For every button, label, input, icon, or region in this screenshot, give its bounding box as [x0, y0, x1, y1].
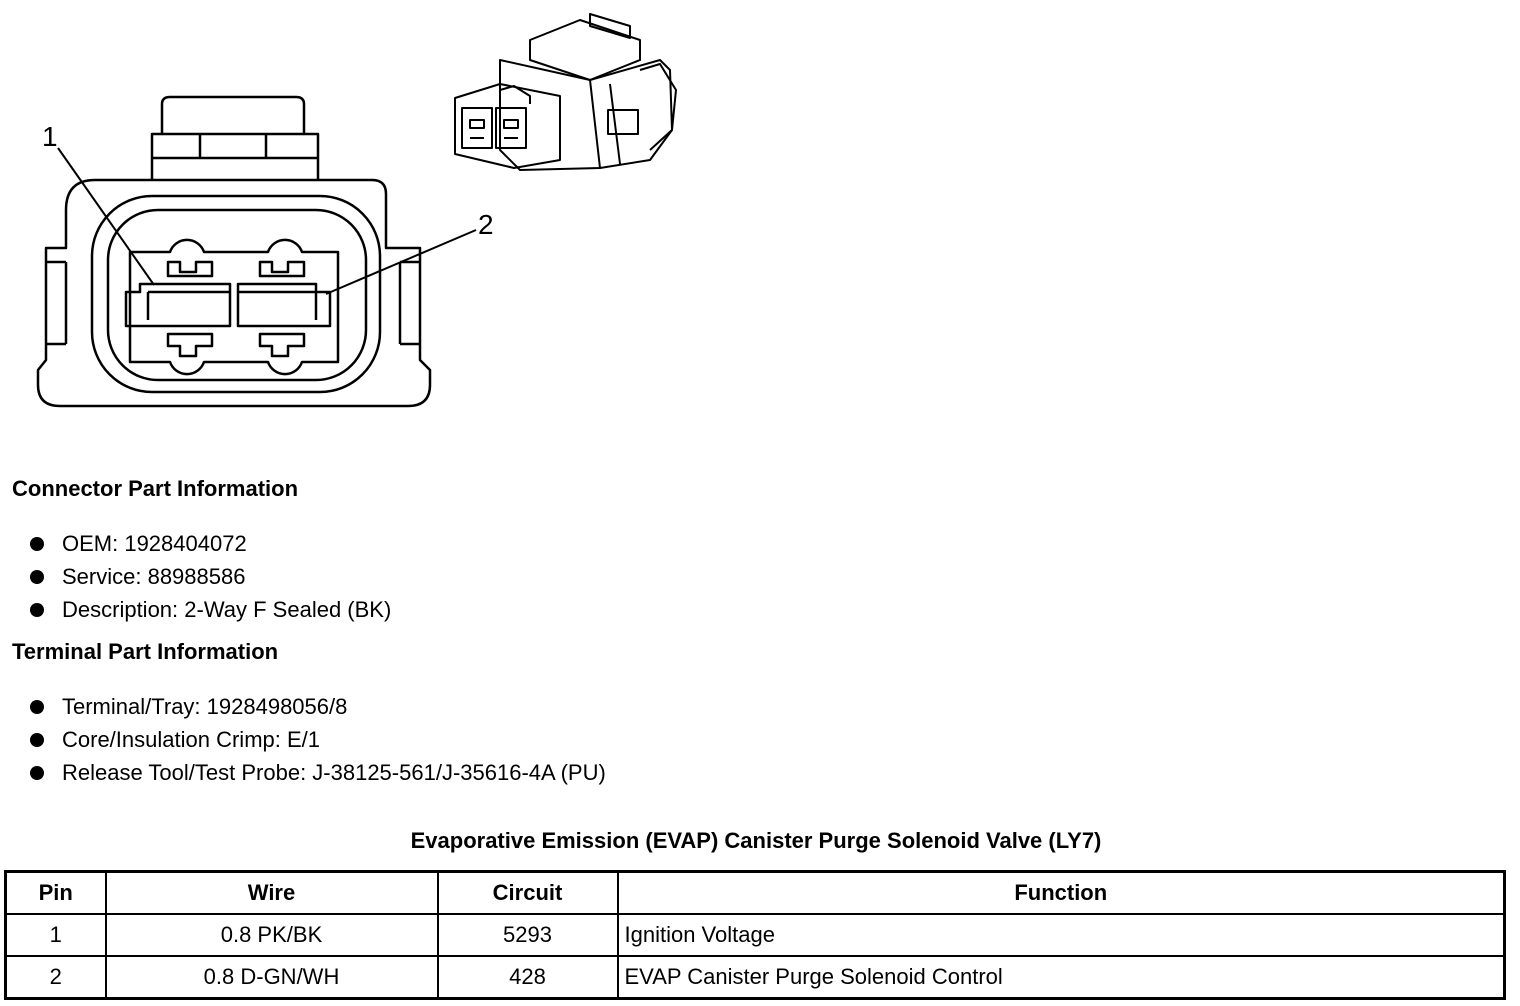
side-ribs	[46, 262, 420, 344]
terminal-cavity	[130, 240, 338, 374]
bullet-icon	[30, 570, 44, 584]
terminal-latch-tabs	[168, 262, 304, 356]
cell-circuit: 428	[438, 956, 618, 999]
connector-latch	[152, 97, 318, 180]
callout-2: 2	[478, 209, 494, 240]
header-pin: Pin	[6, 872, 106, 915]
cell-function: Ignition Voltage	[618, 914, 1505, 956]
terminal-tray: Terminal/Tray: 1928498056/8	[62, 694, 348, 719]
list-item	[30, 690, 606, 723]
bullet-icon	[30, 766, 44, 780]
list-item	[30, 527, 391, 560]
connector-diagram	[0, 0, 700, 440]
table-header-row	[6, 872, 1505, 915]
cell-pin: 2	[6, 956, 106, 999]
list-item	[30, 593, 391, 626]
cell-function: EVAP Canister Purge Solenoid Control	[618, 956, 1505, 999]
pin-table-title: Evaporative Emission (EVAP) Canister Purge Solenoid Valve (LY7)	[410, 828, 1102, 853]
bullet-icon	[30, 700, 44, 714]
table-row	[6, 956, 1505, 999]
header-wire: Wire	[106, 872, 438, 915]
connector-isometric-view	[455, 14, 676, 170]
connector-housing	[38, 180, 430, 406]
leader-line-1	[58, 148, 154, 285]
bullet-icon	[30, 603, 44, 617]
header-circuit: Circuit	[438, 872, 618, 915]
connector-info-heading: Connector Part Information	[12, 476, 299, 501]
cell-wire: 0.8 D-GN/WH	[106, 956, 438, 999]
cell-circuit: 5293	[438, 914, 618, 956]
connector-info-list	[30, 527, 391, 626]
list-item	[30, 723, 606, 756]
terminal-1	[126, 284, 230, 326]
pin-table	[4, 870, 1506, 1000]
cell-wire: 0.8 PK/BK	[106, 914, 438, 956]
callout-1: 1	[42, 121, 58, 152]
terminal-info-list	[30, 690, 606, 789]
terminal-info-heading: Terminal Part Information	[12, 639, 279, 664]
bullet-icon	[30, 733, 44, 747]
list-item	[30, 560, 391, 593]
header-function: Function	[618, 872, 1505, 915]
cell-pin: 1	[6, 914, 106, 956]
connector-oem: OEM: 1928404072	[62, 531, 247, 556]
terminal-crimp: Core/Insulation Crimp: E/1	[62, 727, 320, 752]
terminal-2	[238, 284, 330, 326]
list-item	[30, 756, 606, 789]
terminal-release-tool: Release Tool/Test Probe: J-38125-561/J-35616-4A (PU)	[62, 760, 606, 785]
bullet-icon	[30, 537, 44, 551]
connector-service: Service: 88988586	[62, 564, 246, 589]
connector-description: Description: 2-Way F Sealed (BK)	[62, 597, 392, 622]
table-row	[6, 914, 1505, 956]
